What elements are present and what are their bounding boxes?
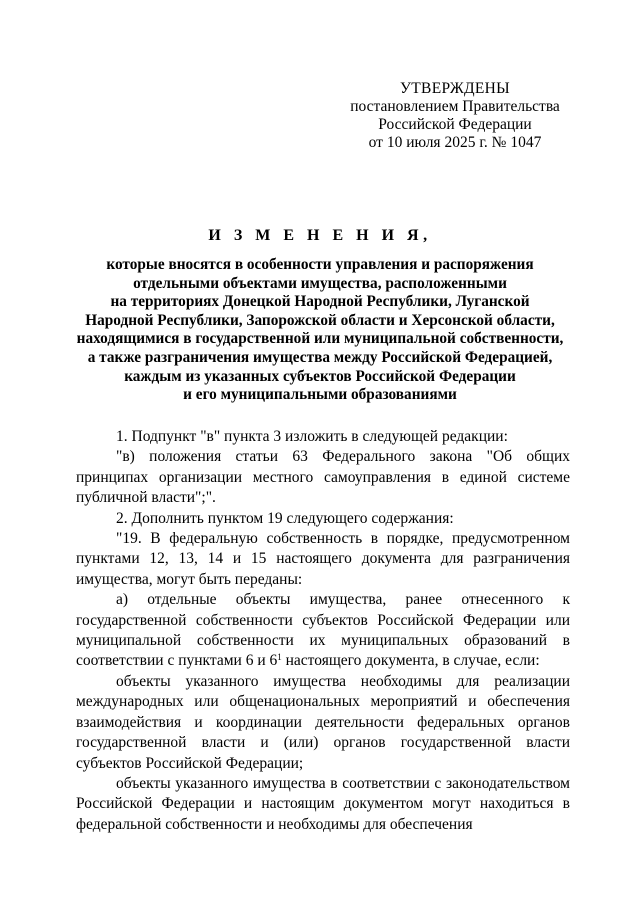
paragraph-2: "в) положения статьи 63 Федерального закона "Об общих принципах организации местного самоуправления в единой системе публичной власти";".: [76, 448, 570, 507]
approval-label: УТВЕРЖДЕНЫ: [400, 80, 510, 97]
paragraph-5-ending: настоящего документа, в случае, если:: [281, 652, 540, 670]
paragraph-7: объекты указанного имущества в соответствии с законодательством Российской Федерации и настоящим документом могут находиться в федеральной собственности и необходимы для обеспечения: [76, 774, 570, 833]
subtitle-line: на территориях Донецкой Народной Республики, Луганской: [110, 293, 530, 311]
subtitle-line: которые вносятся в особенности управления и распоряжения: [106, 256, 534, 273]
paragraph-5: [76, 590, 570, 672]
approval-date-number: от 10 июля 2025 г. № 1047: [368, 134, 542, 151]
paragraph-1: 1. Подпункт "в" пункта 3 изложить в следующей редакции:: [116, 428, 508, 445]
approval-stamp: [330, 80, 580, 152]
superscript-one: 1: [277, 652, 282, 663]
subtitle-line: и его муниципальными образованиями: [183, 386, 457, 404]
subtitle-line: каждым из указанных субъектов Российской Федерации: [124, 367, 516, 385]
paragraph-5-text: а) отдельные объекты имущества, ранее отнесенного к государственной собственности субъектов Российской Федерации или муниципальной собственности их муниципальных образований в соответствии с пунктами 6 и 6: [76, 591, 570, 670]
approval-authority: постановлением Правительства: [350, 98, 560, 115]
subtitle-line: а также разграничения имущества между Российской Федерацией,: [87, 348, 553, 366]
approval-government: Российской Федерации: [378, 116, 532, 133]
paragraph-4: "19. В федеральную собственность в порядке, предусмотренном пунктами 12, 13, 14 и 15 настоящего документа для разграничения имущества, могут быть переданы:: [76, 530, 570, 588]
document-title: [60, 226, 580, 405]
document-body: [76, 427, 570, 835]
subtitle-line: Народной Республики, Запорожской области и Херсонской области,: [85, 311, 555, 329]
subtitle-line: находящимися в государственной или муниципальной собственности,: [76, 330, 564, 348]
document-heading: И З М Е Н Е Н И Я,: [208, 227, 432, 244]
paragraph-3: 2. Дополнить пунктом 19 следующего содержания:: [116, 509, 454, 527]
paragraph-6: объекты указанного имущества необходимы для реализации международных или общенациональных мероприятий и обеспечения взаимодействия и координации деятельности федеральных органов государственной власти и (или) органов государственной власти субъектов Российской Федерации;: [76, 672, 570, 772]
subtitle-line: отдельными объектами имущества, расположенными: [133, 274, 507, 292]
